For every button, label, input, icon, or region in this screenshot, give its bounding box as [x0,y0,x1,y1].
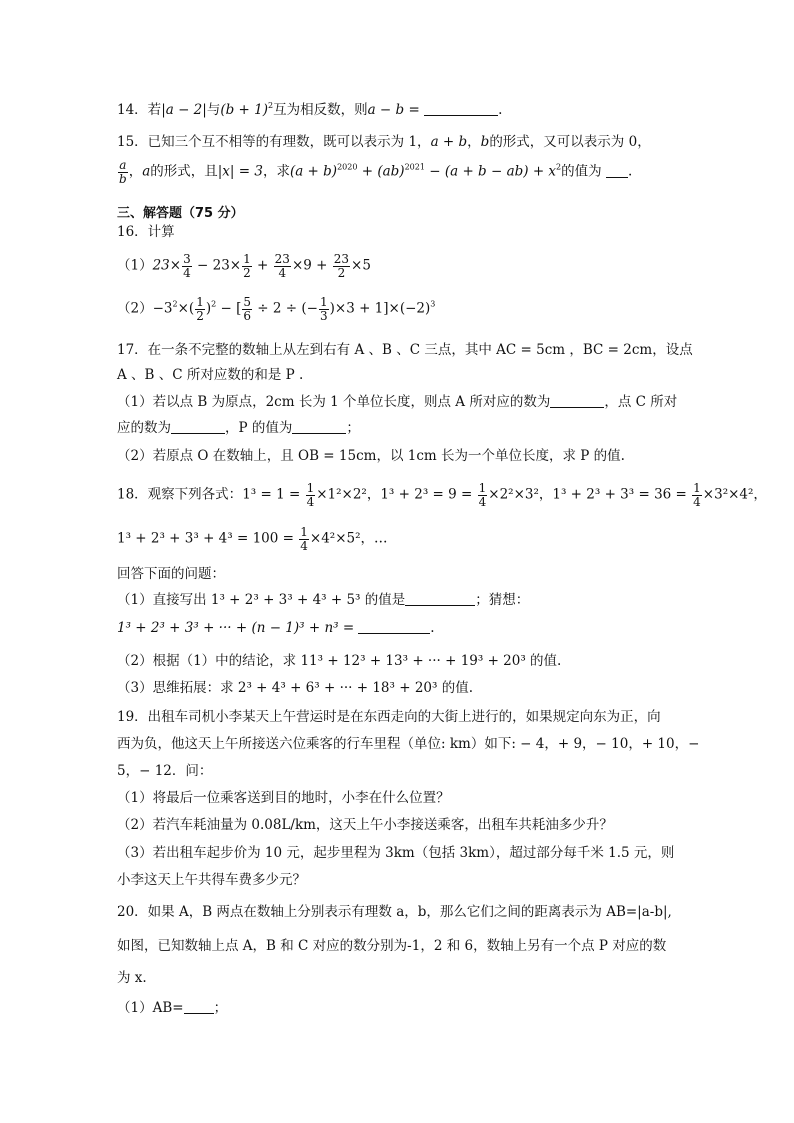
answer-blank-14[interactable] [424,103,498,116]
question-20-line2: 如图，已知数轴上点 A，B 和 C 对应的数分别为-1，2 和 6，数轴上另有一个点 P 对应的数 [117,938,667,954]
question-19-line2: 西为负，他这天上午所接送六位乘客的行车里程（单位: km）如下: − 4，+ 9，− 10，+ 10，− [117,736,700,752]
question-19-line3: 5，− 12．问： [117,763,213,779]
answer-blank-18-a[interactable] [405,593,475,606]
question-17-line2: A 、B 、C 所对应数的和是 P . [117,367,304,383]
question-19-line1: 19．出租车司机小李某天上午营运时是在东西走向的大街上进行的，如果规定向东为正，向 [117,709,661,725]
question-16-title: 16．计算 [117,224,175,240]
answer-blank-17-a[interactable] [550,395,604,408]
question-20-line1: 20．如果 A，B 两点在数轴上分别表示有理数 a，b，那么它们之间的距离表示为 AB=|a-b|, [117,904,672,920]
fraction-a-over-b: $\frac{a}{b}$ [119,158,127,186]
question-17-line1: 17．在一条不完整的数轴上从左到右有 A 、B 、C 三点，其中 AC = 5cm ，BC = 2cm，设点 [117,342,693,358]
question-18-part2: （2）根据（1）中的结论，求 11³ + 12³ + 13³ + ··· + 19³ + 20³ 的值. [117,653,562,669]
question-19-part2: （2）若汽车耗油量为 0.08L/km，这天上午小李接送乘客，出租车共耗油多少升？ [117,817,613,833]
question-17-line3: （1）若以点 B 为原点，2cm 长为 1 个单位长度，则点 A 所对应的数为 ，点 C 所对 [117,394,678,410]
question-16-part1: （1）23× $\frac{3}{4}$ − 23× $\frac{1}{2}$ + $\frac{23}{4}$ ×9 + $\frac{23}{2}$ ×5 [117,252,371,280]
answer-blank-18-b[interactable] [358,621,430,634]
question-17-line5: （2）若原点 O 在数轴上，且 OB = 15cm，以 1cm 长为一个单位长度，求 P 的值. [117,448,625,464]
question-15-line1: 15．已知三个互不相等的有理数，既可以表示为 1，a + b，b的形式，又可以表示为 0， [117,134,651,150]
question-19-part1: （1）将最后一位乘客送到目的地时，小李在什么位置？ [117,790,450,806]
question-15-line2: $\frac{a}{b}$ ，a的形式，且|x| = 3，求$(a + b)^{2020} + (ab)^{2021} - (a + b - ab) + x^2$的值为 . [119,158,633,186]
question-19-part3b: 小李这天上午共得车费多少元？ [117,872,306,888]
question-18-prompt: 回答下面的问题： [117,566,225,582]
answer-blank-20-ab[interactable] [184,1001,214,1014]
question-20-part1: （1）AB= ； [117,1000,228,1016]
question-18-guess: 1³ + 2³ + 3³ + ··· + (n − 1)³ + n³ = . [117,620,435,636]
question-20-line3: 为 x. [117,970,147,986]
section-title: 三、解答题（75 分） [117,206,244,221]
question-18-line1: 18．观察下列各式：1³ = 1 = $\frac{1}{4}$ ×1²×2²，1³ + 2³ = 9 = $\frac{1}{4}$ ×2²×3²，1³ + 2³ + 3³ = 36 = $\frac{1}{4}$ ×3²×4²， [117,481,767,509]
answer-blank-17-c[interactable] [171,421,225,434]
question-19-part3a: （3）若出租车起步价为 10 元，起步里程为 3km（包括 3km），超过部分每千米 1.5 元，则 [117,845,675,861]
question-16-part2: $(2)-3^2\times$( $\frac{1}{2}$ )$^2$ − [ $\frac{5}{6}$ ÷ 2 ÷ (− $\frac{1}{3}$ )$\times 3 + 1]\times(-2)^3$ [117,295,436,323]
question-18-line2: 1³ + 2³ + 3³ + 4³ = 100 = $\frac{1}{4}$ ×4²×5²，… [117,525,388,553]
answer-blank-17-p[interactable] [292,421,346,434]
answer-blank-15[interactable] [606,165,628,178]
question-17-line4: 应的数为 ，P 的值为 ； [117,420,360,436]
question-18-part3: （3）思维拓展：求 2³ + 4³ + 6³ + ··· + 18³ + 20³ 的值. [117,680,473,696]
question-14: 14．若|a − 2|与$(b + 1)^2$互为相反数，则a − b = . [117,101,503,118]
question-18-part1: （1）直接写出 1³ + 2³ + 3³ + 4³ + 5³ 的值是 ；猜想： [117,592,530,608]
